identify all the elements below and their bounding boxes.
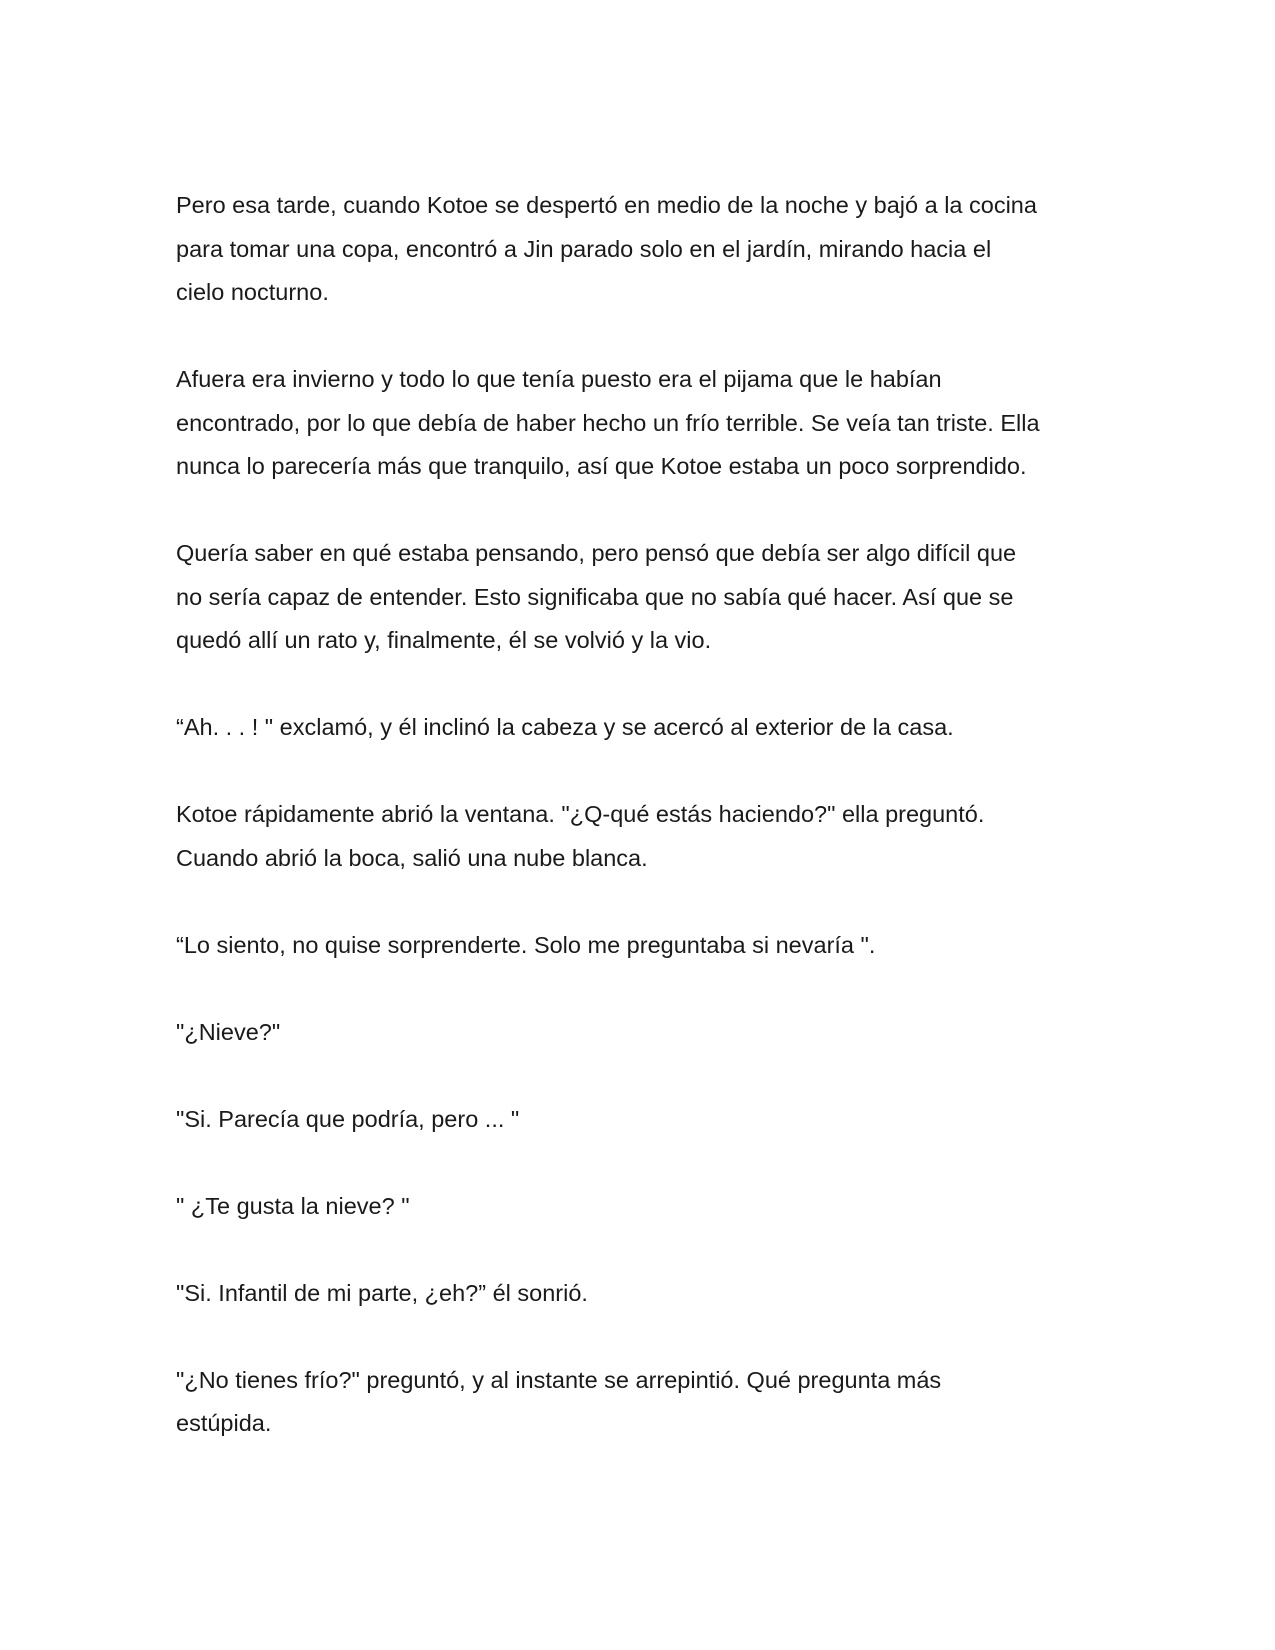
paragraph [176, 1272, 1116, 1316]
paragraph [176, 184, 1116, 315]
text-line: cielo nocturno. [176, 279, 329, 305]
paragraph [176, 1359, 1116, 1446]
paragraph [176, 358, 1116, 489]
text-line: Kotoe rápidamente abrió la ventana. "¿Q-qué estás haciendo?" ella preguntó. [176, 801, 985, 827]
paragraph [176, 706, 1116, 750]
paragraph [176, 924, 1116, 968]
text-line: Pero esa tarde, cuando Kotoe se despertó en medio de la noche y bajó a la cocina [176, 192, 1037, 218]
text-line: nunca lo parecería más que tranquilo, así que Kotoe estaba un poco sorprendido. [176, 453, 1027, 479]
text-line: encontrado, por lo que debía de haber hecho un frío terrible. Se veía tan triste. Ella [176, 409, 1040, 436]
text-line: no sería capaz de entender. Esto significaba que no sabía qué hacer. Así que se [176, 583, 1014, 610]
text-line: “Ah. . . ! " exclamó, y él inclinó la cabeza y se acercó al exterior de la casa. [176, 714, 954, 740]
text-line: "¿No tienes frío?" preguntó, y al instante se arrepintió. Qué pregunta más [176, 1366, 942, 1393]
paragraph [176, 1098, 1116, 1142]
paragraph [176, 532, 1116, 663]
text-line: “Lo siento, no quise sorprenderte. Solo me preguntaba si nevaría ". [176, 931, 876, 958]
paragraph [176, 1185, 1116, 1229]
document-body [176, 184, 1116, 1446]
text-line: "¿Nieve?" [176, 1018, 281, 1045]
text-line: Cuando abrió la boca, salió una nube blanca. [176, 844, 648, 871]
text-line: "Si. Parecía que podría, pero ... " [176, 1105, 520, 1132]
paragraph [176, 793, 1116, 880]
text-line: estúpida. [176, 1410, 272, 1436]
text-line: Afuera era invierno y todo lo que tenía puesto era el pijama que le habían [176, 366, 942, 392]
text-line: Quería saber en qué estaba pensando, pero pensó que debía ser algo difícil que [176, 540, 1017, 566]
paragraph [176, 1011, 1116, 1055]
text-line: quedó allí un rato y, finalmente, él se volvió y la vio. [176, 627, 712, 653]
text-line: "Si. Infantil de mi parte, ¿eh?” él sonrió. [176, 1279, 588, 1306]
text-line: " ¿Te gusta la nieve? " [176, 1192, 410, 1219]
text-line: para tomar una copa, encontró a Jin parado solo en el jardín, mirando hacia el [176, 235, 992, 262]
